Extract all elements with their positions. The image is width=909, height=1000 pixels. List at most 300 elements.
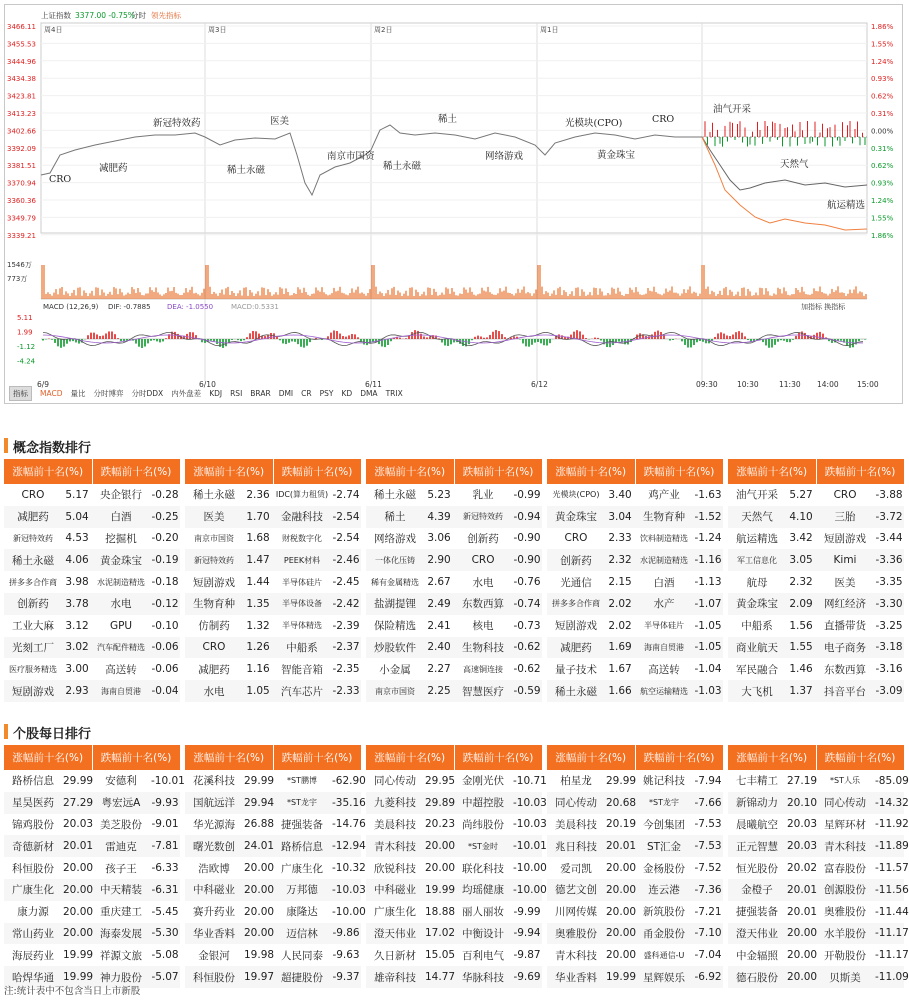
table-row <box>366 615 542 637</box>
pct-tick: 0.31% <box>871 144 894 153</box>
item-change: 15.05 <box>425 949 456 962</box>
item-name[interactable]: 富春股份 <box>824 862 867 875</box>
item-name[interactable]: 挖掘机 <box>105 532 137 545</box>
item-name[interactable]: 孩子王 <box>105 862 137 875</box>
item-name[interactable]: 油气开采 <box>736 489 778 502</box>
item-name[interactable]: 盛科通信-U <box>643 950 685 960</box>
item-name[interactable]: 广康生化 <box>374 906 416 919</box>
item-name[interactable]: 锦鸡股份 <box>12 818 54 831</box>
item-change: 20.00 <box>786 923 816 945</box>
item-change: 20.00 <box>787 949 818 962</box>
indicator-tab[interactable]: PSY <box>319 389 334 398</box>
item-change: 1.05 <box>243 680 273 702</box>
item-name[interactable]: 赛升药业 <box>193 906 235 919</box>
item-name[interactable]: 国航远洋 <box>185 792 243 814</box>
item-name[interactable]: 稀土永磁 <box>193 489 235 502</box>
item-name[interactable]: 智能音箱 <box>281 663 324 676</box>
item-name[interactable]: GPU <box>109 619 133 632</box>
item-name[interactable]: 新筑股份 <box>643 906 686 919</box>
item-change: -11.44 <box>875 905 909 918</box>
chart-annotation: 南京市国资 <box>327 151 375 162</box>
item-name[interactable]: 华业香料 <box>185 923 243 945</box>
item-name[interactable]: 核电 <box>472 620 494 633</box>
item-name[interactable]: 粤宏远A <box>92 792 150 814</box>
item-name[interactable]: 水电 <box>472 576 494 589</box>
item-name[interactable]: 水电 <box>92 593 150 615</box>
table-row <box>185 484 361 506</box>
item-name[interactable]: 创新药 <box>467 532 499 545</box>
item-name[interactable]: 浩欧博 <box>198 862 230 875</box>
item-name[interactable]: IDC(算力租赁) <box>275 490 329 500</box>
item-change: -7.52 <box>694 862 722 875</box>
item-name[interactable]: CRO <box>454 549 512 571</box>
item-name[interactable]: 恒光股份 <box>736 862 778 875</box>
item-name[interactable]: 抖音平台 <box>816 680 874 702</box>
macd-tick: -4.24 <box>17 357 36 366</box>
item-change: -3.30 <box>874 593 904 615</box>
item-change: -12.94 <box>331 835 361 857</box>
item-change: -0.73 <box>513 619 541 632</box>
table-row <box>547 770 723 792</box>
table-row <box>547 879 723 901</box>
item-name[interactable]: 网红经济 <box>816 593 874 615</box>
item-change: -0.10 <box>151 619 179 632</box>
macd-tick: -1.12 <box>17 343 36 351</box>
indicator-tab[interactable]: DMI <box>278 389 294 398</box>
item-name[interactable]: 汽车配件精选 <box>92 637 150 659</box>
item-name[interactable]: 中船系 <box>741 620 773 633</box>
macd-name: MACD (12,26,9) <box>43 303 99 311</box>
item-name[interactable]: 创新药 <box>547 549 605 571</box>
item-name[interactable]: 财税数字化 <box>282 533 323 543</box>
item-name[interactable]: 康力源 <box>17 906 49 919</box>
item-name[interactable]: 甬金股份 <box>635 923 693 945</box>
item-name[interactable]: 七丰精工 <box>736 775 778 788</box>
gainers-header: 涨幅前十名(%) <box>366 459 454 484</box>
item-change: 20.00 <box>63 905 94 918</box>
item-name[interactable]: 广康生化 <box>4 879 62 901</box>
item-name[interactable]: *ST金时 <box>454 835 512 857</box>
item-name[interactable]: 医美 <box>834 576 856 589</box>
table-row <box>728 923 904 945</box>
item-change: 4.06 <box>62 549 92 571</box>
indicator-tab[interactable]: KD <box>341 389 353 398</box>
item-change: 1.56 <box>789 619 813 632</box>
item-name[interactable]: 光刻工厂 <box>4 637 62 659</box>
item-name[interactable]: 水电 <box>185 680 243 702</box>
item-change: 2.41 <box>427 619 451 632</box>
item-name[interactable]: 金融科技 <box>273 506 331 528</box>
table-row <box>185 966 361 988</box>
item-name[interactable]: 海南自贸港 <box>635 637 693 659</box>
item-name[interactable]: 中科磁业 <box>366 879 424 901</box>
stock-table-3 <box>366 745 547 988</box>
table-row <box>185 571 361 593</box>
item-name[interactable]: 中金辐照 <box>736 949 778 962</box>
item-name[interactable]: 稀有金属精选 <box>371 577 419 587</box>
indicator-tab[interactable]: 指标 <box>9 386 32 401</box>
item-name[interactable]: 贝斯美 <box>816 966 874 988</box>
item-name[interactable]: 炒股软件 <box>366 637 424 659</box>
item-change: 1.35 <box>243 593 273 615</box>
item-name[interactable]: 同心传动 <box>547 792 605 814</box>
indicator-tab[interactable]: RSI <box>230 389 243 398</box>
item-change: -3.09 <box>874 680 904 702</box>
item-name[interactable]: 兆日科技 <box>547 835 605 857</box>
item-name[interactable]: 路桥信息 <box>273 835 331 857</box>
item-name[interactable]: 盐湖提锂 <box>366 593 424 615</box>
item-name[interactable]: PEEK材料 <box>273 549 331 571</box>
item-name[interactable]: 正元智慧 <box>728 835 786 857</box>
item-name[interactable]: 超捷股份 <box>273 966 331 988</box>
item-name[interactable]: 金杨股份 <box>643 862 686 875</box>
item-name[interactable]: 姚记科技 <box>643 775 686 788</box>
item-name[interactable]: 保险精选 <box>374 620 416 633</box>
indicator-tab[interactable]: DMA <box>360 389 378 398</box>
table-row <box>4 792 180 814</box>
item-name[interactable]: 海辰药业 <box>12 949 54 962</box>
day-label: 周1日 <box>540 26 559 34</box>
item-name[interactable]: 奇德新材 <box>4 835 62 857</box>
item-name[interactable]: 同心传动 <box>374 775 416 788</box>
indicator-tab[interactable]: TRIX <box>385 389 403 398</box>
item-change: 29.99 <box>606 774 637 787</box>
item-name[interactable]: 稀土永磁 <box>547 680 605 702</box>
item-name[interactable]: 康隆达 <box>286 906 318 919</box>
item-name[interactable]: 汽车芯片 <box>273 680 331 702</box>
item-name[interactable]: 路桥信息 <box>12 775 54 788</box>
item-name[interactable]: ST汇金 <box>635 835 693 857</box>
item-name[interactable]: 高送转 <box>105 663 137 676</box>
item-name[interactable]: 拼多多合作商 <box>547 593 605 615</box>
item-name[interactable]: 中超控股 <box>454 792 512 814</box>
item-name[interactable]: 安德利 <box>105 775 137 788</box>
item-change: 20.03 <box>787 818 818 831</box>
item-name[interactable]: 青木科技 <box>816 835 874 857</box>
item-name[interactable]: 减肥药 <box>547 637 605 659</box>
index-intraday-chart <box>5 5 902 403</box>
item-name[interactable]: 华脉科技 <box>454 966 512 988</box>
item-name[interactable]: 万邦德 <box>273 879 331 901</box>
item-change: 29.99 <box>63 774 94 787</box>
item-name[interactable]: 百利电气 <box>462 949 505 962</box>
x-axis-label: 11:30 <box>779 380 801 389</box>
item-name[interactable]: 减肥药 <box>4 506 62 528</box>
item-name[interactable]: 短剧游戏 <box>555 620 597 633</box>
item-name[interactable]: 新冠特效药 <box>185 549 243 571</box>
item-name[interactable]: 医美 <box>185 506 243 528</box>
item-name[interactable]: 同心传动 <box>816 792 874 814</box>
item-change: 20.00 <box>786 966 816 988</box>
item-name[interactable]: 新锦动力 <box>728 792 786 814</box>
table-row <box>4 506 180 528</box>
item-name[interactable]: 捷强装备 <box>281 818 324 831</box>
item-name[interactable]: 鸡产业 <box>648 489 680 502</box>
item-name[interactable]: 中天精装 <box>92 879 150 901</box>
item-name[interactable]: 半导体设备 <box>273 593 331 615</box>
item-name[interactable]: 祥源文旅 <box>100 949 143 962</box>
item-name[interactable]: 人民同泰 <box>281 949 324 962</box>
item-name[interactable]: 黄金珠宝 <box>728 593 786 615</box>
item-name[interactable]: 重庆建工 <box>100 906 143 919</box>
item-name[interactable]: 奥雅股份 <box>824 906 867 919</box>
item-name[interactable]: 水泥制造精选 <box>97 577 146 587</box>
item-name[interactable]: 大飞机 <box>728 680 786 702</box>
indicator-tab[interactable]: MACD <box>40 389 63 398</box>
item-change: -10.03 <box>331 879 361 901</box>
item-name[interactable]: 中科磁业 <box>185 879 243 901</box>
item-name[interactable]: 生物育种 <box>635 506 693 528</box>
item-name[interactable]: Kimi <box>816 549 874 571</box>
item-name[interactable]: 短剧游戏 <box>824 532 867 545</box>
item-name[interactable]: 半导体硅片 <box>644 621 685 631</box>
item-name[interactable]: 短剧游戏 <box>193 576 235 589</box>
item-name[interactable]: 高送转 <box>648 663 680 676</box>
item-name[interactable]: 奥雅股份 <box>547 923 605 945</box>
item-name[interactable]: 青木科技 <box>366 835 424 857</box>
item-name[interactable]: 金刚光伏 <box>462 775 505 788</box>
item-name[interactable]: 海南自贸港 <box>92 680 150 702</box>
indicator-tab[interactable]: KDJ <box>209 389 223 398</box>
item-name[interactable]: 美晨科技 <box>374 818 416 831</box>
item-name[interactable]: 仿制药 <box>198 620 230 633</box>
item-name[interactable]: 白酒 <box>653 576 675 589</box>
item-name[interactable]: 小金属 <box>379 663 411 676</box>
item-name[interactable]: 东数西算 <box>824 663 867 676</box>
item-name[interactable]: 商业航天 <box>728 637 786 659</box>
item-change: 1.37 <box>786 680 816 702</box>
item-name[interactable]: 水泥制造精选 <box>635 549 693 571</box>
item-name[interactable]: 航空运输精选 <box>635 680 693 702</box>
price-tick: 3402.66 <box>7 127 36 136</box>
item-name[interactable]: 光通信 <box>560 576 592 589</box>
item-change: -3.44 <box>875 532 903 545</box>
item-name[interactable]: 联化科技 <box>462 862 505 875</box>
item-change: 20.01 <box>787 905 818 918</box>
item-change: 2.09 <box>786 593 816 615</box>
item-name[interactable]: 航母 <box>746 576 768 589</box>
item-name[interactable]: 新冠特效药 <box>454 506 512 528</box>
item-name[interactable]: 拼多多合作商 <box>9 577 57 587</box>
item-change: -7.94 <box>694 774 722 787</box>
item-name[interactable]: *ST鹏博 <box>287 776 317 786</box>
chart-annotation: 网络游戏 <box>485 151 524 162</box>
table-row <box>728 615 904 637</box>
item-name[interactable]: 星昊医药 <box>4 792 62 814</box>
item-name[interactable]: 工业大麻 <box>12 620 54 633</box>
item-name[interactable]: CRO <box>185 637 243 659</box>
item-change: -10.00 <box>512 879 542 901</box>
item-name[interactable]: 天然气 <box>728 506 786 528</box>
table-row <box>728 814 904 836</box>
pct-tick: 0.93% <box>871 75 894 84</box>
item-change: 2.40 <box>424 637 454 659</box>
table-row <box>366 966 542 988</box>
item-change: -1.13 <box>694 576 722 589</box>
item-change: 20.00 <box>424 835 454 857</box>
item-name[interactable]: 半导体精选 <box>282 621 323 631</box>
item-name[interactable]: 哈焊华通 <box>4 966 62 988</box>
item-name[interactable]: 美晨科技 <box>555 818 597 831</box>
item-name[interactable]: 德石股份 <box>728 966 786 988</box>
item-name[interactable]: 稀土 <box>366 506 424 528</box>
item-name[interactable]: 稀土永磁 <box>374 489 416 502</box>
item-name[interactable]: 医疗服务精选 <box>9 664 57 674</box>
item-name[interactable]: 智慧医疗 <box>454 680 512 702</box>
item-name[interactable]: 星辉环材 <box>824 818 867 831</box>
item-name[interactable]: 电子商务 <box>816 637 874 659</box>
item-name[interactable]: 雄帝科技 <box>366 966 424 988</box>
item-name[interactable]: 创源股份 <box>816 879 874 901</box>
item-name[interactable]: 航运精选 <box>736 532 778 545</box>
indicator-tab[interactable]: 内外盘差 <box>171 389 202 398</box>
item-name[interactable]: 生物科技 <box>454 637 512 659</box>
item-name[interactable]: 白酒 <box>92 506 150 528</box>
item-change: -2.37 <box>331 637 361 659</box>
item-name[interactable]: 丽人丽妆 <box>462 906 505 919</box>
item-change: 19.99 <box>62 966 92 988</box>
item-name[interactable]: 金橙子 <box>728 879 786 901</box>
indicator-tab[interactable]: 量比 <box>70 389 86 398</box>
item-change: -10.00 <box>332 905 366 918</box>
item-name[interactable]: 一体化压铸 <box>366 549 424 571</box>
item-name[interactable]: 美芝股份 <box>100 818 143 831</box>
price-tick: 3434.38 <box>7 75 36 84</box>
item-name[interactable]: 澄天伟业 <box>366 923 424 945</box>
item-name[interactable]: CRO <box>564 532 588 545</box>
item-name[interactable]: 神力股份 <box>92 966 150 988</box>
item-name[interactable]: 科恒股份 <box>185 966 243 988</box>
item-name[interactable]: 华光源海 <box>193 818 235 831</box>
item-name[interactable]: CRO <box>21 488 45 501</box>
item-change: -2.54 <box>332 532 360 545</box>
item-name[interactable]: 光模块(CPO) <box>552 490 600 500</box>
item-change: 3.05 <box>786 549 816 571</box>
price-tick: 3413.23 <box>7 110 36 118</box>
macd-tick: 5.11 <box>17 314 33 322</box>
pct-tick: 0.93% <box>871 179 894 188</box>
item-name[interactable]: 星辉娱乐 <box>635 966 693 988</box>
item-name[interactable]: 迈信林 <box>273 923 331 945</box>
concept-table-5 <box>728 459 905 702</box>
concept-table-3 <box>366 459 543 702</box>
item-name[interactable]: 水产 <box>635 593 693 615</box>
item-name[interactable]: 海泰发展 <box>92 923 150 945</box>
indicator-tab[interactable]: CR <box>301 389 312 398</box>
table-row <box>366 549 542 571</box>
table-row <box>4 835 180 857</box>
item-change: -11.17 <box>874 923 904 945</box>
item-name[interactable]: CRO <box>833 488 857 501</box>
item-change: 2.02 <box>608 619 632 632</box>
item-name[interactable]: 常山药业 <box>4 923 62 945</box>
item-name[interactable]: 稀土永磁 <box>4 549 62 571</box>
item-name[interactable]: 科恒股份 <box>12 862 54 875</box>
item-name[interactable]: *ST龙宇 <box>635 792 693 814</box>
item-change: 20.00 <box>605 879 635 901</box>
item-name[interactable]: 川网传媒 <box>555 906 597 919</box>
item-change: 3.06 <box>427 532 451 545</box>
item-name[interactable]: 广康生化 <box>281 862 324 875</box>
item-name[interactable]: 中船系 <box>273 637 331 659</box>
chart-annotation: 医美 <box>270 116 290 127</box>
item-name[interactable]: 南京市国资 <box>194 533 234 543</box>
item-change: -0.28 <box>151 488 179 501</box>
indicator-tab[interactable]: 分时博弈 <box>93 389 124 398</box>
item-name[interactable]: 欣锐科技 <box>374 862 416 875</box>
item-name[interactable]: 开勒股份 <box>824 949 867 962</box>
item-name[interactable]: 华业香料 <box>547 966 605 988</box>
item-name[interactable]: 柏星龙 <box>560 775 592 788</box>
item-change: 2.49 <box>424 593 454 615</box>
item-name[interactable]: 青木科技 <box>555 949 597 962</box>
table-row <box>4 901 180 923</box>
item-name[interactable]: 黄金珠宝 <box>92 549 150 571</box>
item-name[interactable]: 三胎 <box>816 506 874 528</box>
item-name[interactable]: 东数西算 <box>454 593 512 615</box>
item-change: -5.30 <box>150 923 180 945</box>
gainers-header: 涨幅前十名(%) <box>185 459 273 484</box>
item-change: 2.25 <box>424 680 454 702</box>
item-name[interactable]: 高速铜连接 <box>463 664 504 674</box>
item-name[interactable]: 量子技术 <box>555 663 597 676</box>
indicator-tab[interactable]: BRAR <box>250 389 271 398</box>
item-name[interactable]: 尚纬股份 <box>462 818 505 831</box>
item-name[interactable]: 短剧游戏 <box>4 680 62 702</box>
item-name[interactable]: 九菱科技 <box>366 792 424 814</box>
item-name[interactable]: 中衡设计 <box>454 923 512 945</box>
item-name[interactable]: 军工信息化 <box>728 549 786 571</box>
table-row <box>728 857 904 879</box>
item-name[interactable]: 雷迪克 <box>92 835 150 857</box>
indicator-tab[interactable]: 分时DDX <box>131 389 164 398</box>
item-name[interactable]: 减肥药 <box>198 663 230 676</box>
item-name[interactable]: 今创集团 <box>643 818 686 831</box>
item-name[interactable]: 曙光数创 <box>185 835 243 857</box>
item-name[interactable]: 均瑶健康 <box>454 879 512 901</box>
item-name[interactable]: 半导体硅片 <box>282 577 323 587</box>
x-axis-label: 6/10 <box>199 380 216 389</box>
item-name[interactable]: 创新药 <box>4 593 62 615</box>
table-row <box>185 923 361 945</box>
item-name[interactable]: 黄金珠宝 <box>547 506 605 528</box>
item-name[interactable]: *ST人乐 <box>830 776 860 786</box>
table-row <box>366 484 542 506</box>
item-name[interactable]: 久日新材 <box>374 949 416 962</box>
item-name[interactable]: 捷强装备 <box>736 906 778 919</box>
item-name[interactable]: 南京市国资 <box>366 680 424 702</box>
item-name[interactable]: 新冠特效药 <box>13 533 53 543</box>
item-name[interactable]: *ST龙宇 <box>273 792 331 814</box>
item-name[interactable]: 晨曦航空 <box>736 818 778 831</box>
item-name[interactable]: 爱司凯 <box>560 862 592 875</box>
item-name[interactable]: 直播带货 <box>824 620 867 633</box>
item-name[interactable]: 德艺文创 <box>547 879 605 901</box>
item-name[interactable]: 花溪科技 <box>193 775 235 788</box>
item-name[interactable]: 金银河 <box>198 949 230 962</box>
table-row <box>366 814 542 836</box>
item-name[interactable]: 乳业 <box>472 489 494 502</box>
item-name[interactable]: 网络游戏 <box>374 532 416 545</box>
item-name[interactable]: 饮料制造精选 <box>640 533 689 543</box>
item-name[interactable]: 生物育种 <box>185 593 243 615</box>
item-name[interactable]: 军民融合 <box>736 663 778 676</box>
item-change: 20.00 <box>243 923 273 945</box>
item-name[interactable]: 澄天伟业 <box>728 923 786 945</box>
item-name[interactable]: 连云港 <box>635 879 693 901</box>
item-name[interactable]: 水羊股份 <box>816 923 874 945</box>
item-name[interactable]: 央企银行 <box>100 489 143 502</box>
